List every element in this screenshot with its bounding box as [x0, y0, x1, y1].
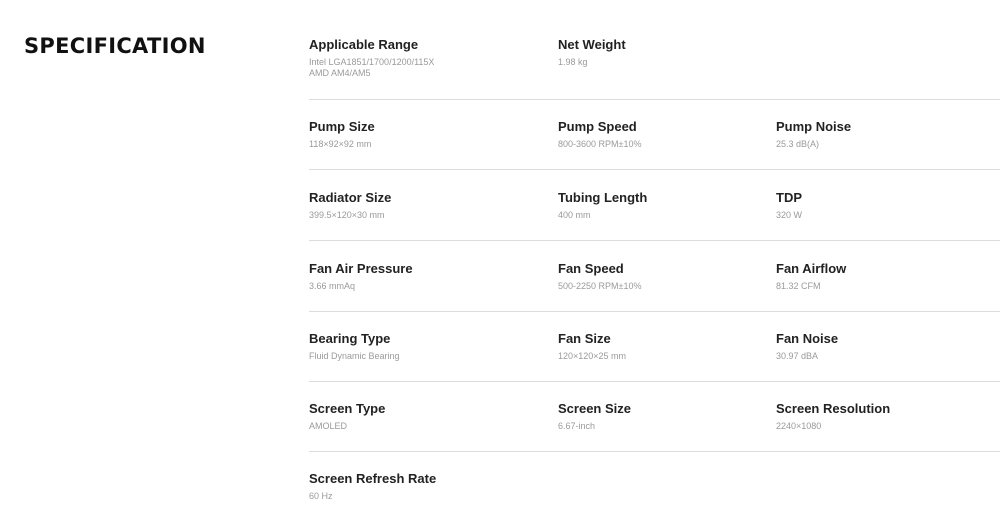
spec-value: 2240×1080 [776, 421, 822, 431]
spec-label: Fan Air Pressure [309, 261, 413, 276]
spec-item-fan-size [558, 331, 626, 362]
spec-row [309, 331, 1000, 382]
spec-item-radiator-size [309, 190, 391, 221]
spec-value: Intel LGA1851/1700/1200/115X AMD AM4/AM5 [309, 57, 435, 78]
spec-value: 81.32 CFM [776, 281, 821, 291]
spec-value: 25.3 dB(A) [776, 139, 820, 149]
spec-item-pump-size [309, 119, 375, 150]
spec-label: Fan Airflow [776, 261, 847, 276]
spec-value: 60 Hz [309, 491, 333, 501]
spec-label: Screen Refresh Rate [309, 471, 437, 486]
spec-row [309, 471, 1000, 511]
spec-label: Screen Size [558, 401, 631, 416]
page-title: SPECIFICATION [24, 34, 206, 58]
spec-row [309, 401, 1000, 452]
spec-label: Radiator Size [309, 190, 392, 205]
spec-row [309, 119, 1000, 170]
spec-value: 30.97 dBA [776, 351, 819, 361]
spec-label: Tubing Length [558, 190, 648, 205]
spec-item-pump-speed [558, 119, 642, 150]
spec-label: Fan Speed [558, 261, 624, 276]
spec-label: Pump Speed [558, 119, 637, 134]
spec-item-net-weight [558, 37, 626, 68]
spec-label: TDP [776, 190, 802, 205]
spec-row [309, 190, 1000, 241]
spec-item-screen-size [558, 401, 631, 432]
spec-item-fan-speed [558, 261, 642, 292]
spec-label: Screen Type [309, 401, 386, 416]
spec-value: Fluid Dynamic Bearing [309, 351, 400, 361]
spec-label: Bearing Type [309, 331, 391, 346]
spec-item-fan-noise [776, 331, 838, 362]
spec-item-screen-type [309, 401, 385, 432]
spec-label: Screen Resolution [776, 401, 891, 416]
spec-label: Pump Size [309, 119, 375, 134]
spec-value: 400 mm [558, 210, 591, 220]
spec-value: 3.66 mmAq [309, 281, 356, 291]
spec-value: 800-3600 RPM±10% [558, 139, 642, 149]
spec-label: Applicable Range [309, 37, 419, 52]
spec-item-pump-noise [776, 119, 851, 150]
spec-value: 6.67-inch [558, 421, 596, 431]
spec-item-screen-resolution [776, 401, 890, 432]
spec-item-applicable-range [309, 37, 434, 79]
spec-value: 1.98 kg [558, 57, 588, 67]
spec-label: Pump Noise [776, 119, 852, 134]
spec-label: Net Weight [558, 37, 626, 52]
spec-item-fan-airflow [776, 261, 846, 292]
spec-item-tdp [776, 190, 802, 221]
spec-item-tubing-length [558, 190, 647, 221]
spec-value: 120×120×25 mm [558, 351, 627, 361]
spec-item-screen-refresh-rate [309, 471, 436, 502]
spec-item-bearing-type [309, 331, 400, 362]
spec-item-fan-air-pressure [309, 261, 413, 292]
spec-label: Fan Size [558, 331, 611, 346]
spec-value: 118×92×92 mm [309, 139, 372, 149]
spec-value: AMOLED [309, 421, 348, 431]
spec-value: 320 W [776, 210, 803, 220]
spec-value: 399.5×120×30 mm [309, 210, 385, 220]
spec-value: 500-2250 RPM±10% [558, 281, 642, 291]
spec-row [309, 37, 1000, 100]
spec-row [309, 261, 1000, 312]
spec-label: Fan Noise [776, 331, 839, 346]
